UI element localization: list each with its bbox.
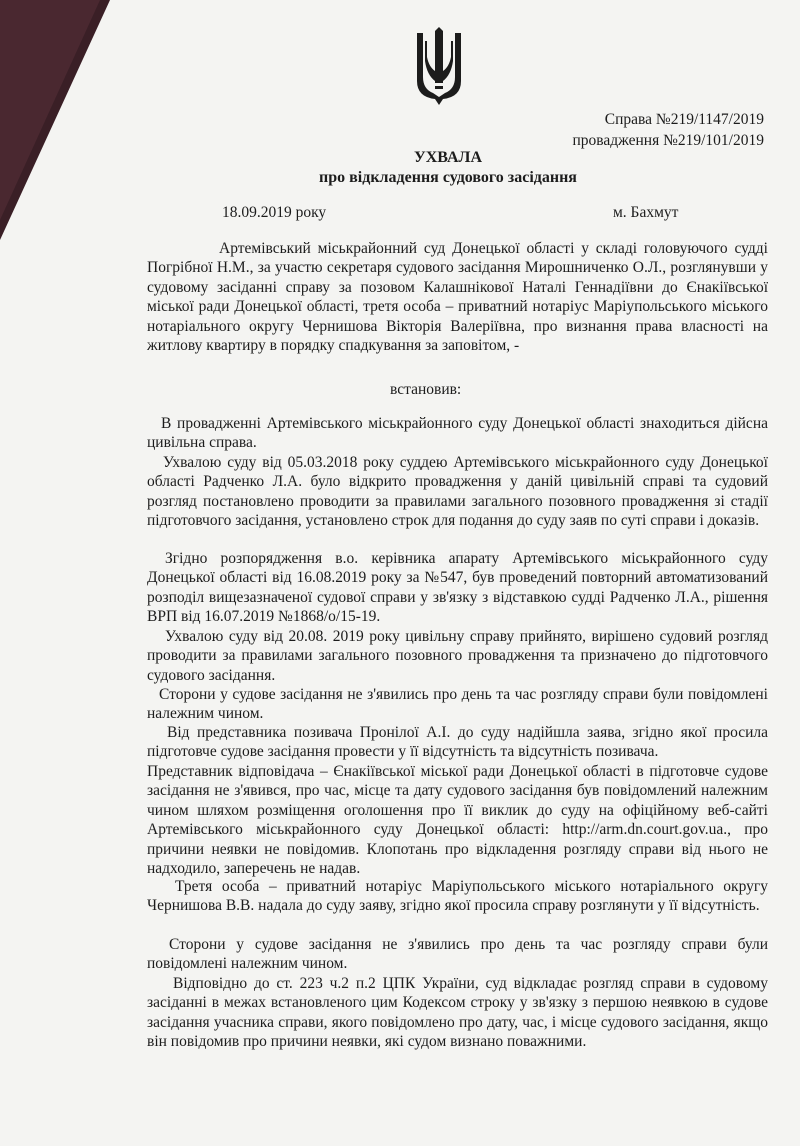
intro-paragraph: Артемівський міськрайонний суд Донецької області у складі головуючого судді Погрібної Н.М., за участю секретаря судового засідання Мирошниченко О.Л., розглянувши у судовому засіданні справу за позовом Калашнікової Наталі Геннадіївни до Єнакіївської міської ради Донецької області, третя особа – приватний нотаріус Маріупольського міського нотаріального округу Чернишова Вікторія Валеріївна, про визнання права власності на житлову квартиру в порядку спадкування за заповітом, -: [147, 240, 768, 355]
proceeding-number: провадження №219/101/2019: [572, 132, 764, 149]
paragraph-7: Представник відповідача – Єнакіївської міської ради Донецької області в підготовче судове засідання не з'явився, про час, місце та дату судового засідання був повідомлений належним чином шляхом розміщення оголошення про її виклик до суду на офіційному веб-сайті Артемівського міськрайонного суду Донецької області: http://arm.dn.court.gov.ua., про причини неявки не повідомив. Клопотань про відкладення розгляду справи від нього не надходило, заперечень не надав.: [147, 763, 768, 878]
paragraph-8: Третя особа – приватний нотаріус Маріупольського міського нотаріального округу Чернишова В.В. надала до суду заяву, згідно якої просила справу розглянути у її відсутність.: [147, 878, 768, 915]
paragraph-1: В провадженні Артемівського міськрайонного суду Донецької області знаходиться дійсна цивільна справа.: [147, 415, 768, 452]
document-city: м. Бахмут: [613, 204, 679, 221]
paragraph-2: Ухвалою суду від 05.03.2018 року суддею Артемівського міськрайонного суду Донецької області Радченко Л.А. було відкрито провадження у даній цивільній справі та судовий розгляд постановлено проводити за правилами загального позовного провадження зі стадії підготовчого засідання, установлено строк для подання до суду заяв по суті справи і доказів.: [147, 454, 768, 530]
paragraph-5: Сторони у судове засідання не з'явились про день та час розгляду справи були повідомлені належним чином.: [147, 686, 768, 723]
paragraph-4: Ухвалою суду від 20.08. 2019 року цивільну справу прийнято, вирішено судовий розгляд проводити за правилами загального позовного провадження та призначено до підготовчого судового засідання.: [147, 628, 768, 684]
paragraph-6: Від представника позивача Пронілої А.І. до суду надійшла заява, згідно якої просила підготовче судове засідання провести у її відсутність та відсутність позивача.: [147, 724, 768, 761]
paragraph-3: Згідно розпорядження в.о. керівника апарату Артемівського міськрайонного суду Донецької області від 16.08.2019 року за №547, був проведений повторний автоматизований розподіл вищезазначеної судової справи у зв'язку з відставкою судді Радченко Л.А., рішення ВРП від 16.07.2019 №1868/о/15-19.: [147, 550, 768, 626]
document-subtitle: про відкладення судового засідання: [319, 169, 577, 186]
paragraph-10: Відповідно до ст. 223 ч.2 п.2 ЦПК України, суд відкладає розгляд справи в судовому засіданні в межах встановленого цим Кодексом строку у зв'язку з першою неявкою в судове засідання учасника справи, якого повідомлено про дату, час, і місце судового засідання, якщо він повідомив про причини неявки, які судом визнано поважними.: [147, 975, 768, 1051]
case-number-block: [572, 109, 764, 151]
document-title: УХВАЛА: [414, 149, 482, 166]
case-number: Справа №219/1147/2019: [604, 111, 764, 128]
paragraph-9: Сторони у судове засідання не з'явились про день та час розгляду справи були повідомлені належним чином.: [147, 936, 768, 973]
established-heading: встановив:: [390, 381, 462, 398]
document-date: 18.09.2019 року: [222, 204, 327, 221]
trident-emblem-icon: [413, 27, 465, 105]
